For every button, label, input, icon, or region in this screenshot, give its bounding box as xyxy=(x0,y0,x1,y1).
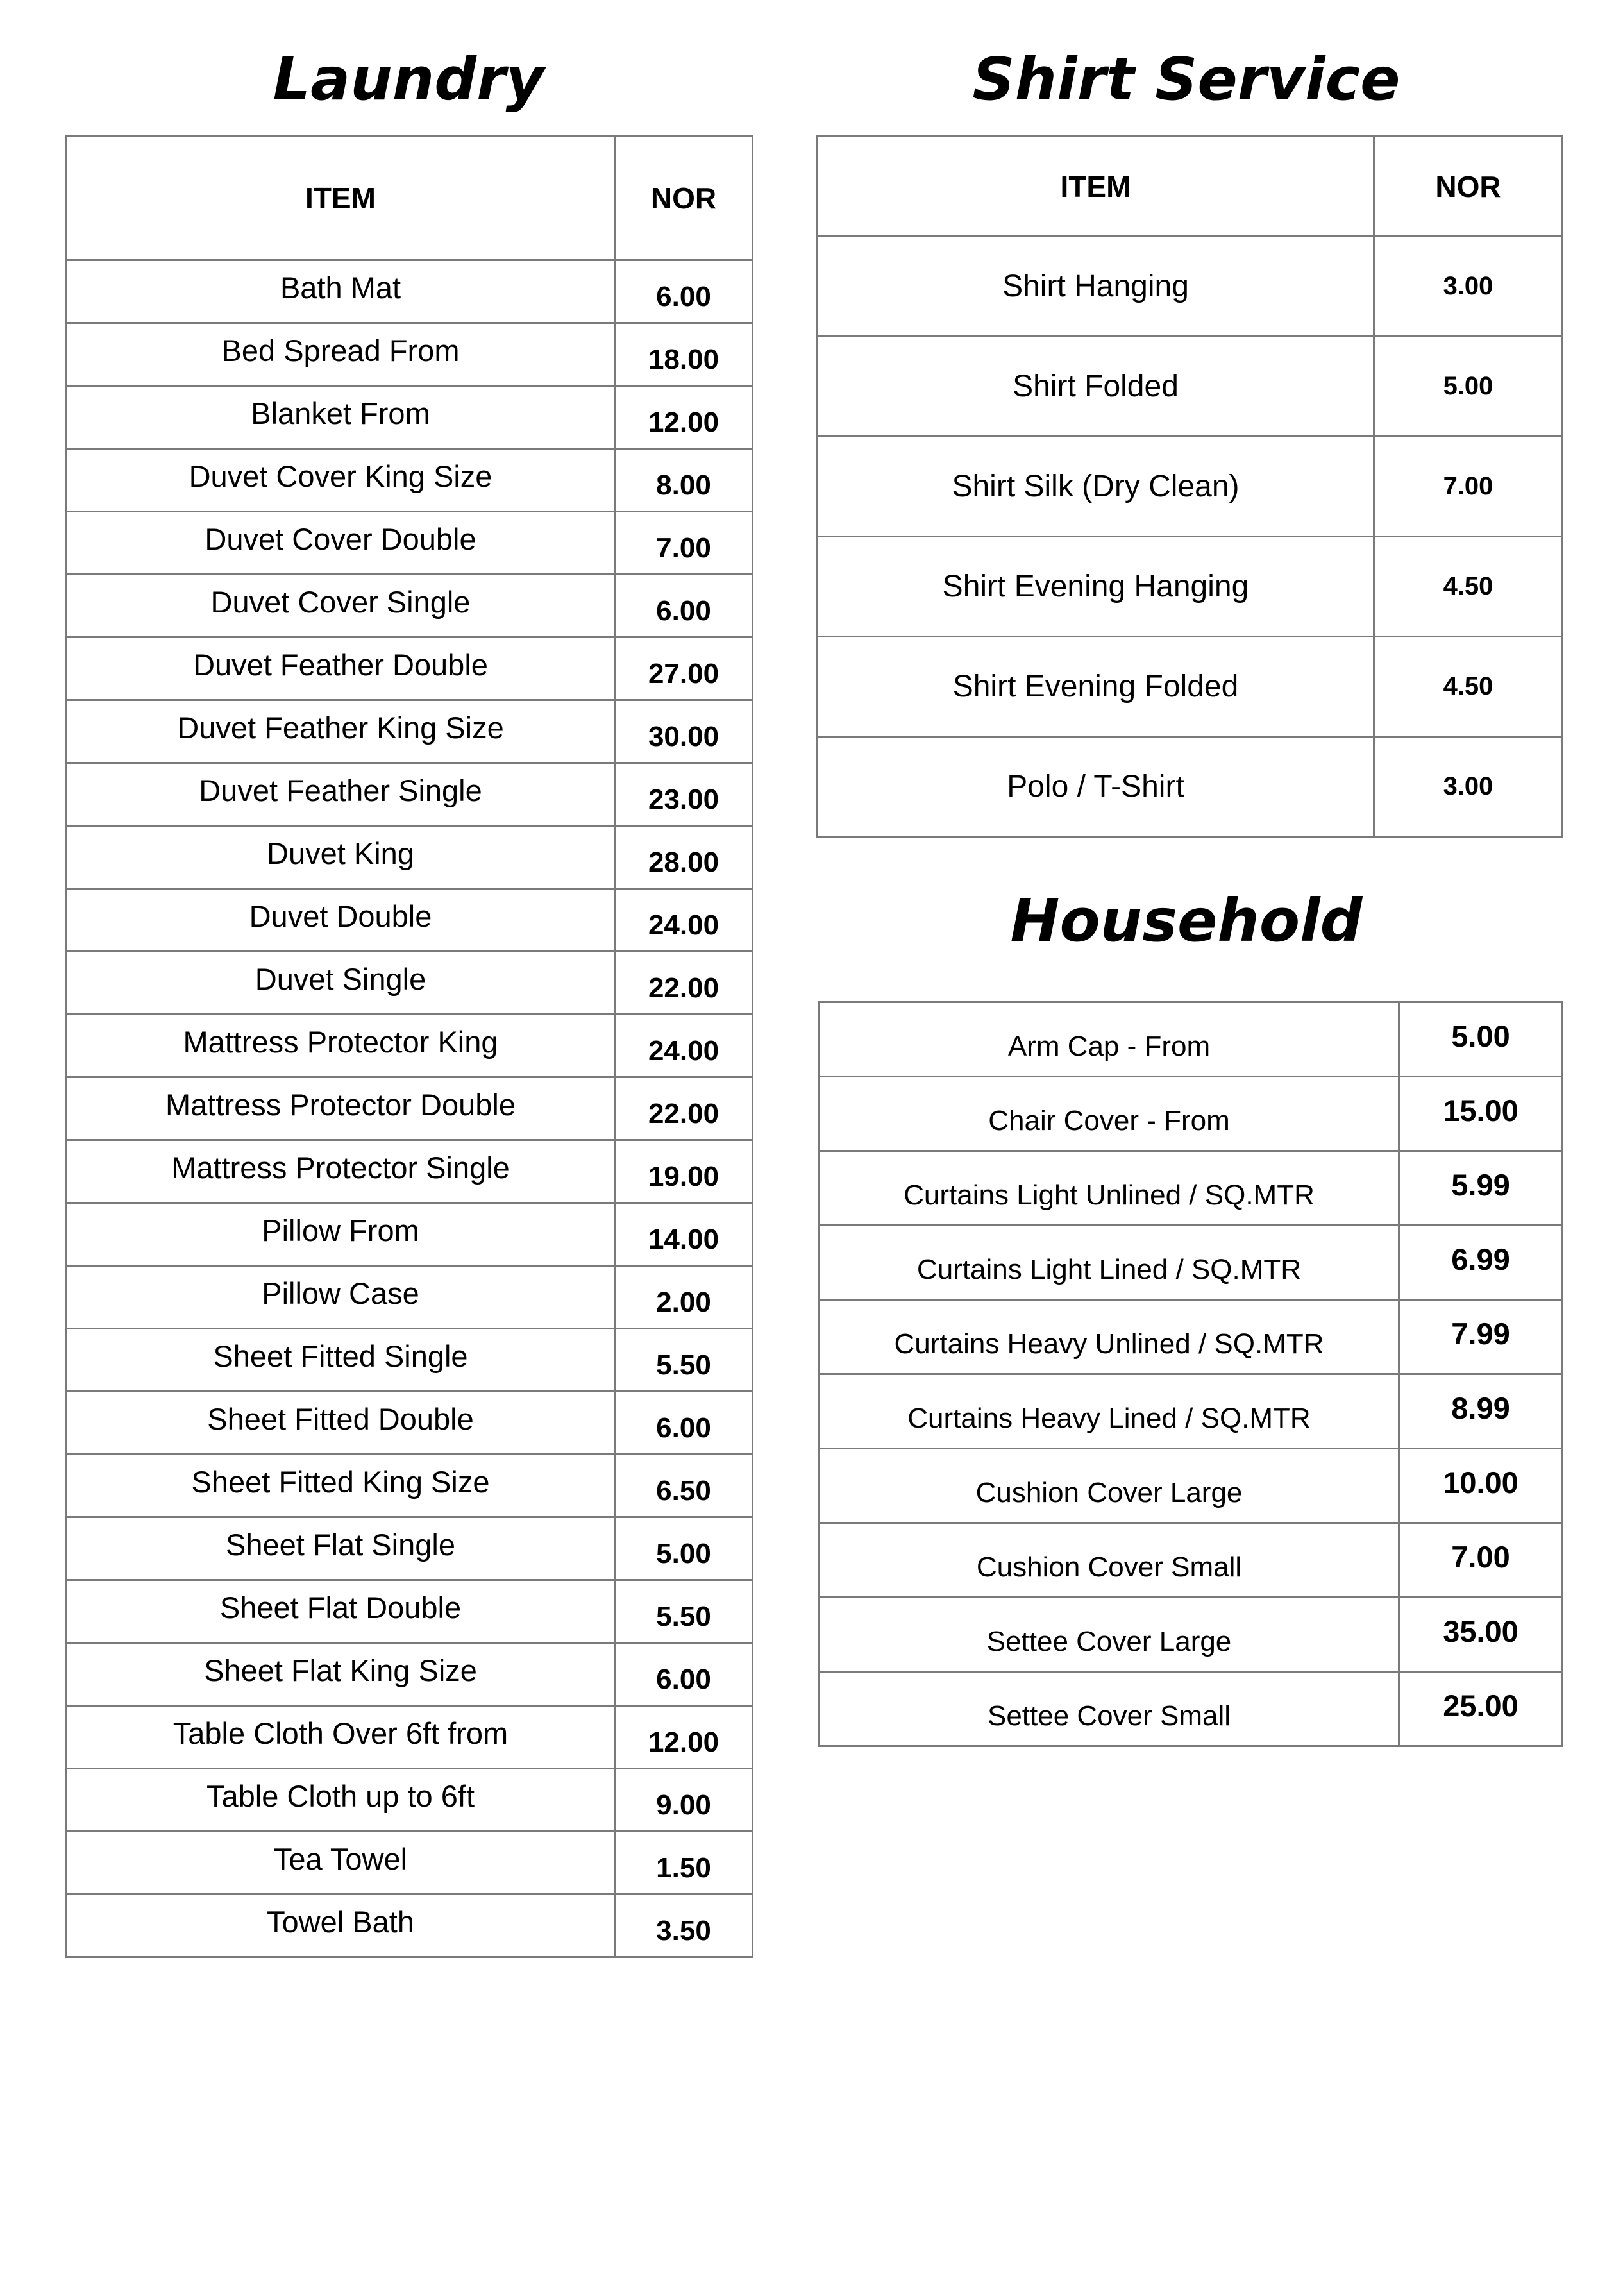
table-row xyxy=(67,763,753,826)
table-row xyxy=(820,1598,1563,1672)
item-name: Duvet King xyxy=(67,826,615,889)
item-name: Table Cloth up to 6ft xyxy=(67,1769,615,1832)
table-row xyxy=(67,637,753,700)
table-row xyxy=(67,386,753,449)
item-name: Blanket From xyxy=(67,386,615,449)
item-name: Sheet Fitted Single xyxy=(67,1329,615,1392)
item-name: Duvet Cover King Size xyxy=(67,449,615,512)
item-price: 35.00 xyxy=(1399,1598,1563,1672)
item-price: 24.00 xyxy=(615,1015,753,1077)
item-name: Curtains Heavy Lined / SQ.MTR xyxy=(820,1374,1399,1449)
table-row xyxy=(67,700,753,763)
table-row xyxy=(67,1203,753,1266)
item-price: 12.00 xyxy=(615,1706,753,1769)
item-price: 22.00 xyxy=(615,1077,753,1140)
shirt-service-heading: Shirt Service xyxy=(972,45,1400,114)
item-price: 7.99 xyxy=(1399,1300,1563,1374)
item-name: Curtains Heavy Unlined / SQ.MTR xyxy=(820,1300,1399,1374)
item-name: Duvet Feather King Size xyxy=(67,700,615,763)
table-row xyxy=(67,323,753,386)
laundry-heading: Laundry xyxy=(273,45,544,114)
item-name: Bed Spread From xyxy=(67,323,615,386)
item-price: 14.00 xyxy=(615,1203,753,1266)
item-name: Chair Cover - From xyxy=(820,1077,1399,1151)
item-price: 3.50 xyxy=(615,1895,753,1957)
item-name: Sheet Fitted Double xyxy=(67,1392,615,1455)
table-row xyxy=(67,952,753,1015)
table-row xyxy=(818,337,1563,437)
price-column-header: NOR xyxy=(1374,137,1563,237)
table-row xyxy=(820,1300,1563,1374)
item-price: 25.00 xyxy=(1399,1672,1563,1746)
item-price: 28.00 xyxy=(615,826,753,889)
item-price: 6.50 xyxy=(615,1455,753,1517)
item-price: 7.00 xyxy=(1399,1523,1563,1598)
item-price: 12.00 xyxy=(615,386,753,449)
item-price: 8.00 xyxy=(615,449,753,512)
item-name: Shirt Hanging xyxy=(818,237,1374,337)
table-row xyxy=(818,637,1563,737)
shirt-service-price-table xyxy=(816,135,1563,838)
item-name: Pillow Case xyxy=(67,1266,615,1329)
table-row xyxy=(67,1329,753,1392)
item-price: 5.50 xyxy=(615,1580,753,1643)
item-price: 4.50 xyxy=(1374,637,1563,737)
item-name: Duvet Cover Single xyxy=(67,575,615,637)
item-price: 8.99 xyxy=(1399,1374,1563,1449)
table-row xyxy=(67,1580,753,1643)
table-row xyxy=(67,260,753,323)
item-name: Duvet Single xyxy=(67,952,615,1015)
item-price: 27.00 xyxy=(615,637,753,700)
table-row xyxy=(67,1706,753,1769)
item-price: 5.00 xyxy=(615,1517,753,1580)
item-column-header: ITEM xyxy=(818,137,1374,237)
table-row xyxy=(820,1077,1563,1151)
item-name: Duvet Cover Double xyxy=(67,512,615,575)
item-name: Pillow From xyxy=(67,1203,615,1266)
table-row xyxy=(67,449,753,512)
item-price: 2.00 xyxy=(615,1266,753,1329)
item-price: 30.00 xyxy=(615,700,753,763)
table-row xyxy=(67,1077,753,1140)
item-name: Duvet Feather Double xyxy=(67,637,615,700)
item-price: 6.99 xyxy=(1399,1226,1563,1300)
item-name: Shirt Evening Folded xyxy=(818,637,1374,737)
item-column-header: ITEM xyxy=(67,137,615,260)
item-name: Mattress Protector Single xyxy=(67,1140,615,1203)
item-name: Sheet Fitted King Size xyxy=(67,1455,615,1517)
table-row xyxy=(67,1643,753,1706)
item-name: Shirt Silk (Dry Clean) xyxy=(818,437,1374,537)
table-row xyxy=(67,889,753,952)
table-row xyxy=(67,1266,753,1329)
item-name: Tea Towel xyxy=(67,1832,615,1895)
table-row xyxy=(818,437,1563,537)
table-row xyxy=(67,1832,753,1895)
item-price: 3.00 xyxy=(1374,237,1563,337)
table-row xyxy=(67,1392,753,1455)
household-rows xyxy=(820,1002,1563,1746)
table-row xyxy=(67,1769,753,1832)
table-row xyxy=(67,1455,753,1517)
item-price: 5.50 xyxy=(615,1329,753,1392)
table-row xyxy=(67,1895,753,1957)
item-name: Shirt Folded xyxy=(818,337,1374,437)
table-row xyxy=(820,1523,1563,1598)
table-row xyxy=(67,826,753,889)
table-row xyxy=(67,575,753,637)
item-name: Towel Bath xyxy=(67,1895,615,1957)
table-row xyxy=(820,1151,1563,1226)
item-name: Mattress Protector King xyxy=(67,1015,615,1077)
item-name: Cushion Cover Small xyxy=(820,1523,1399,1598)
table-row xyxy=(820,1374,1563,1449)
table-row xyxy=(820,1449,1563,1523)
item-price: 7.00 xyxy=(1374,437,1563,537)
table-row xyxy=(820,1672,1563,1746)
item-price: 5.00 xyxy=(1374,337,1563,437)
item-name: Settee Cover Large xyxy=(820,1598,1399,1672)
item-name: Curtains Light Unlined / SQ.MTR xyxy=(820,1151,1399,1226)
item-name: Sheet Flat Double xyxy=(67,1580,615,1643)
price-column-header: NOR xyxy=(615,137,753,260)
item-price: 6.00 xyxy=(615,1643,753,1706)
item-price: 6.00 xyxy=(615,1392,753,1455)
table-row xyxy=(818,237,1563,337)
item-name: Shirt Evening Hanging xyxy=(818,537,1374,637)
laundry-rows xyxy=(67,260,753,1957)
item-price: 7.00 xyxy=(615,512,753,575)
table-row xyxy=(67,1015,753,1077)
table-row xyxy=(820,1226,1563,1300)
item-name: Duvet Double xyxy=(67,889,615,952)
item-name: Mattress Protector Double xyxy=(67,1077,615,1140)
item-price: 10.00 xyxy=(1399,1449,1563,1523)
item-name: Duvet Feather Single xyxy=(67,763,615,826)
table-row xyxy=(820,1002,1563,1077)
item-name: Cushion Cover Large xyxy=(820,1449,1399,1523)
laundry-price-table xyxy=(65,135,753,1958)
item-price: 9.00 xyxy=(615,1769,753,1832)
item-price: 23.00 xyxy=(615,763,753,826)
item-price: 18.00 xyxy=(615,323,753,386)
item-price: 22.00 xyxy=(615,952,753,1015)
table-row xyxy=(67,1140,753,1203)
item-name: Sheet Flat Single xyxy=(67,1517,615,1580)
item-price: 1.50 xyxy=(615,1832,753,1895)
item-price: 19.00 xyxy=(615,1140,753,1203)
table-header-row xyxy=(67,137,753,260)
table-header-row xyxy=(818,137,1563,237)
shirt-service-rows xyxy=(818,237,1563,837)
table-row xyxy=(818,537,1563,637)
table-row xyxy=(818,737,1563,837)
item-price: 5.99 xyxy=(1399,1151,1563,1226)
item-name: Curtains Light Lined / SQ.MTR xyxy=(820,1226,1399,1300)
item-name: Polo / T-Shirt xyxy=(818,737,1374,837)
item-price: 3.00 xyxy=(1374,737,1563,837)
item-price: 4.50 xyxy=(1374,537,1563,637)
item-name: Arm Cap - From xyxy=(820,1002,1399,1077)
item-price: 5.00 xyxy=(1399,1002,1563,1077)
item-name: Bath Mat xyxy=(67,260,615,323)
item-name: Sheet Flat King Size xyxy=(67,1643,615,1706)
item-price: 24.00 xyxy=(615,889,753,952)
table-row xyxy=(67,1517,753,1580)
household-heading: Household xyxy=(1010,886,1363,955)
item-name: Settee Cover Small xyxy=(820,1672,1399,1746)
item-price: 6.00 xyxy=(615,575,753,637)
table-row xyxy=(67,512,753,575)
household-price-table xyxy=(818,1001,1563,1747)
item-price: 6.00 xyxy=(615,260,753,323)
item-price: 15.00 xyxy=(1399,1077,1563,1151)
item-name: Table Cloth Over 6ft from xyxy=(67,1706,615,1769)
